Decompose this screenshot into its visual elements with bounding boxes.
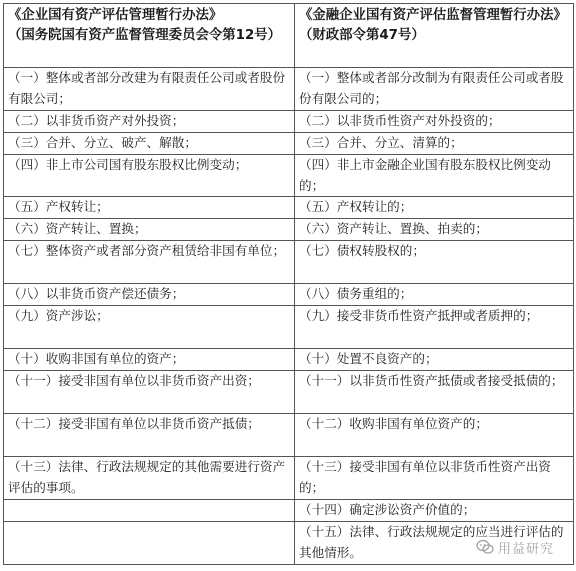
left-cell: （一）整体或者部分改建为有限责任公司或者股份有限公司；	[4, 68, 295, 111]
left-header-source: （国务院国有资产监督管理委员会令第12号）	[8, 28, 282, 43]
left-cell: （五）产权转让；	[4, 197, 295, 219]
table-row	[4, 155, 574, 197]
table-row	[4, 349, 574, 371]
header-row	[4, 4, 574, 68]
right-cell: （一）整体或者部分改制为有限责任公司或者股份有限公司的；	[295, 68, 574, 111]
right-cell: （十四）确定涉讼资产价值的；	[295, 500, 574, 522]
right-cell: （十五）法律、行政法规规定的应当进行评估的其他情形。	[295, 522, 574, 565]
right-cell: （八）债务重组的；	[295, 284, 574, 306]
left-cell: （七）整体资产或者部分资产租赁给非国有单位；	[4, 241, 295, 284]
right-cell: （三）合并、分立、清算的；	[295, 133, 574, 155]
comparison-table	[3, 3, 574, 565]
table-row	[4, 500, 574, 522]
right-cell: （七）债权转股权的；	[295, 241, 574, 284]
table-row	[4, 241, 574, 284]
table-row	[4, 414, 574, 457]
left-cell: （四）非上市公司国有股东股权比例变动；	[4, 155, 295, 197]
table-row	[4, 284, 574, 306]
table-row	[4, 371, 574, 414]
left-cell: （二）以非货币资产对外投资；	[4, 111, 295, 133]
right-cell: （五）产权转让的；	[295, 197, 574, 219]
table-row	[4, 457, 574, 500]
left-cell: （八）以非货币资产偿还债务；	[4, 284, 295, 306]
left-header-title: 《企业国有资产评估管理暂行办法》	[8, 8, 223, 23]
left-cell: （三）合并、分立、破产、解散；	[4, 133, 295, 155]
right-cell: （二）以非货币性资产对外投资的；	[295, 111, 574, 133]
right-cell: （十一）以非货币性资产抵债或者接受抵债的；	[295, 371, 574, 414]
table-row	[4, 219, 574, 241]
left-cell: （十二）接受非国有单位以非货币资产抵债；	[4, 414, 295, 457]
right-cell: （九）接受非货币性资产抵押或者质押的；	[295, 306, 574, 349]
left-cell: （十三）法律、行政法规规定的其他需要进行资产评估的事项。	[4, 457, 295, 500]
left-cell	[4, 522, 295, 565]
right-cell: （十）处置不良资产的；	[295, 349, 574, 371]
right-cell: （十三）接受非国有单位以非货币性资产出资的；	[295, 457, 574, 500]
left-cell: （十一）接受非国有单位以非货币资产出资；	[4, 371, 295, 414]
table-row	[4, 68, 574, 111]
left-cell: （九）资产涉讼；	[4, 306, 295, 349]
left-cell	[4, 500, 295, 522]
left-cell: （十）收购非国有单位的资产；	[4, 349, 295, 371]
right-header-title: 《金融企业国有资产评估监督管理暂行办法》	[299, 8, 567, 23]
table-row	[4, 522, 574, 565]
table-row	[4, 111, 574, 133]
table-row	[4, 306, 574, 349]
right-header-source: （财政部令第47号）	[299, 28, 425, 43]
right-cell: （十二）收购非国有单位资产的；	[295, 414, 574, 457]
table-row	[4, 197, 574, 219]
right-cell: （四）非上市金融企业国有股东股权比例变动的；	[295, 155, 574, 197]
right-header-cell	[295, 4, 574, 68]
left-header-cell	[4, 4, 295, 68]
table-row	[4, 133, 574, 155]
watermark-text: 用益研究	[498, 541, 555, 557]
right-cell: （六）资产转让、置换、拍卖的；	[295, 219, 574, 241]
left-cell: （六）资产转让、置换；	[4, 219, 295, 241]
